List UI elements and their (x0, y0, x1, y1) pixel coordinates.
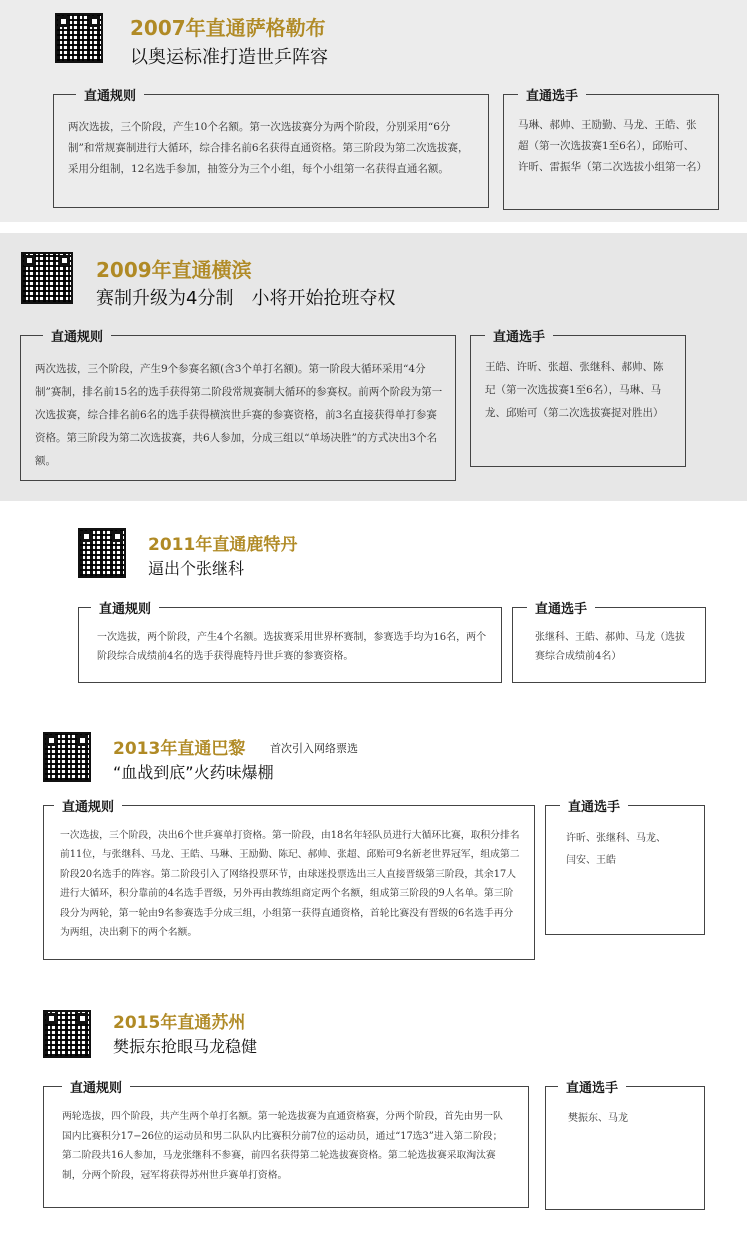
rules-box-title: 直通规则 (76, 85, 144, 104)
players-box-title: 直通选手 (527, 598, 595, 617)
section-note: 首次引入网络票选 (270, 742, 358, 755)
section-year-title: 2009年直通横滨 (96, 258, 252, 282)
section-year-title: 2007年直通萨格勒布 (130, 16, 326, 40)
section-subtitle: “血战到底”火药味爆棚 (113, 763, 274, 782)
players-box-title: 直通选手 (518, 85, 586, 104)
section-2013 (0, 722, 747, 972)
rules-text: 一次选拔，三个阶段，决出6个世乒赛单打资格。第一阶段，由18名年轻队员进行大循环比赛，取积分排名前11位，与张继科、马龙、王皓、马琳、王励勤、陈玘、郝帅、张超、邱贻可9名新老世界冠军，组成第二阶段20名选手的阵容。第二阶段引入了网络投票环节，由球迷投票选出三人直接晋级第三阶段，其余17人进行大循环，积分靠前的4名选手晋级，另外再由教练组商定两个名额，组成第三阶段的9人名单。第三阶段分为两轮，第一轮由9名参赛选手分成三组，小组第一获得直通资格，首轮比赛没有晋级的6名选手再分为两组，决出剩下的两个名额。 (60, 830, 520, 939)
section-year-title: 2011年直通鹿特丹 (148, 535, 298, 555)
section-subtitle: 以奥运标准打造世乒阵容 (130, 47, 328, 68)
players-box (545, 1081, 705, 1210)
rules-box (43, 1081, 529, 1208)
players-box (512, 602, 706, 683)
section-year-title: 2013年直通巴黎 (113, 739, 246, 759)
section-subtitle: 赛制升级为4分制 小将开始抢班夺权 (96, 288, 396, 309)
players-text: 许昕、张继科、马龙、闫安、王皓 (566, 833, 666, 866)
section-year-title: 2015年直通苏州 (113, 1013, 246, 1033)
players-box (503, 89, 719, 210)
players-box-title: 直通选手 (485, 326, 553, 345)
rules-box (43, 800, 535, 960)
players-text: 马琳、郝帅、王励勤、马龙、王皓、张超（第一次选拔赛1至6名），邱贻可、许昕、雷振华（第二次选拔小组第一名） (518, 119, 707, 173)
qr-code-icon (55, 13, 103, 63)
qr-code-icon (43, 1010, 91, 1058)
rules-box-title: 直通规则 (62, 1077, 130, 1096)
rules-text: 两次选拔，三个阶段，产生9个参赛名额(含3个单打名额)。第一阶段大循环采用“4分制”赛制，排名前15名的选手获得第二阶段常规赛制大循环的参赛权。前两个阶段为第一次选拔赛，综合排名前6名的选手获得横滨世乒赛的参赛资格，前3名直接获得单打参赛资格。第三阶段为第二次选拔赛，共6人参加，分成三组以“单场决胜”的方式决出3个名额。 (35, 363, 443, 467)
section-2007 (0, 0, 747, 222)
rules-text: 一次选拔，两个阶段，产生4个名额。选拔赛采用世界杯赛制，参赛选手均为16名，两个阶段综合成绩前4名的选手获得鹿特丹世乒赛的参赛资格。 (97, 632, 487, 662)
rules-text: 两次选拔，三个阶段，产生10个名额。第一次选拔赛分为两个阶段，分别采用“6分制”和常规赛制进行大循环，综合排名前6名获得直通资格。第三阶段为第二次选拔赛，采用分组制，12名选手参加，抽签分为三个小组，每个小组第一名获得直通名额。 (68, 121, 469, 175)
section-subtitle: 樊振东抢眼马龙稳健 (113, 1037, 258, 1056)
rules-box (20, 330, 456, 481)
section-subtitle: 逼出个张继科 (148, 559, 245, 578)
rules-box (78, 602, 502, 683)
players-box (470, 330, 686, 467)
section-2015 (0, 998, 747, 1239)
rules-box-title: 直通规则 (54, 796, 122, 815)
section-2011 (0, 510, 747, 700)
players-text: 王皓、许昕、张超、张继科、郝帅、陈玘（第一次选拔赛1至6名），马琳、马龙、邱贻可（第二次选拔赛捉对胜出） (485, 361, 664, 419)
rules-text: 两轮选拔，四个阶段，共产生两个单打名额。第一轮选拔赛为直通资格赛，分两个阶段，首先由男一队国内比赛积分17−26位的运动员和男二队队内比赛积分前7位的运动员，通过“17选3”进入第二阶段；第二阶段共16人参加，马龙张继科不参赛，前四名获得第二轮选拔赛资格。第二轮选拔赛采取淘汰赛制，分两个阶段，冠军将获得苏州世乒赛单打资格。 (62, 1111, 503, 1181)
rules-box (53, 89, 489, 208)
players-text: 樊振东、马龙 (568, 1113, 628, 1124)
players-text: 张继科、王皓、郝帅、马龙（选拔赛综合成绩前4名） (535, 632, 685, 662)
players-box-title: 直通选手 (558, 1077, 626, 1096)
players-box (545, 800, 705, 935)
rules-box-title: 直通规则 (43, 326, 111, 345)
qr-code-icon (43, 732, 91, 782)
section-2009 (0, 233, 747, 501)
qr-code-icon (21, 252, 73, 304)
rules-box-title: 直通规则 (91, 598, 159, 617)
qr-code-icon (78, 528, 126, 578)
players-box-title: 直通选手 (560, 796, 628, 815)
